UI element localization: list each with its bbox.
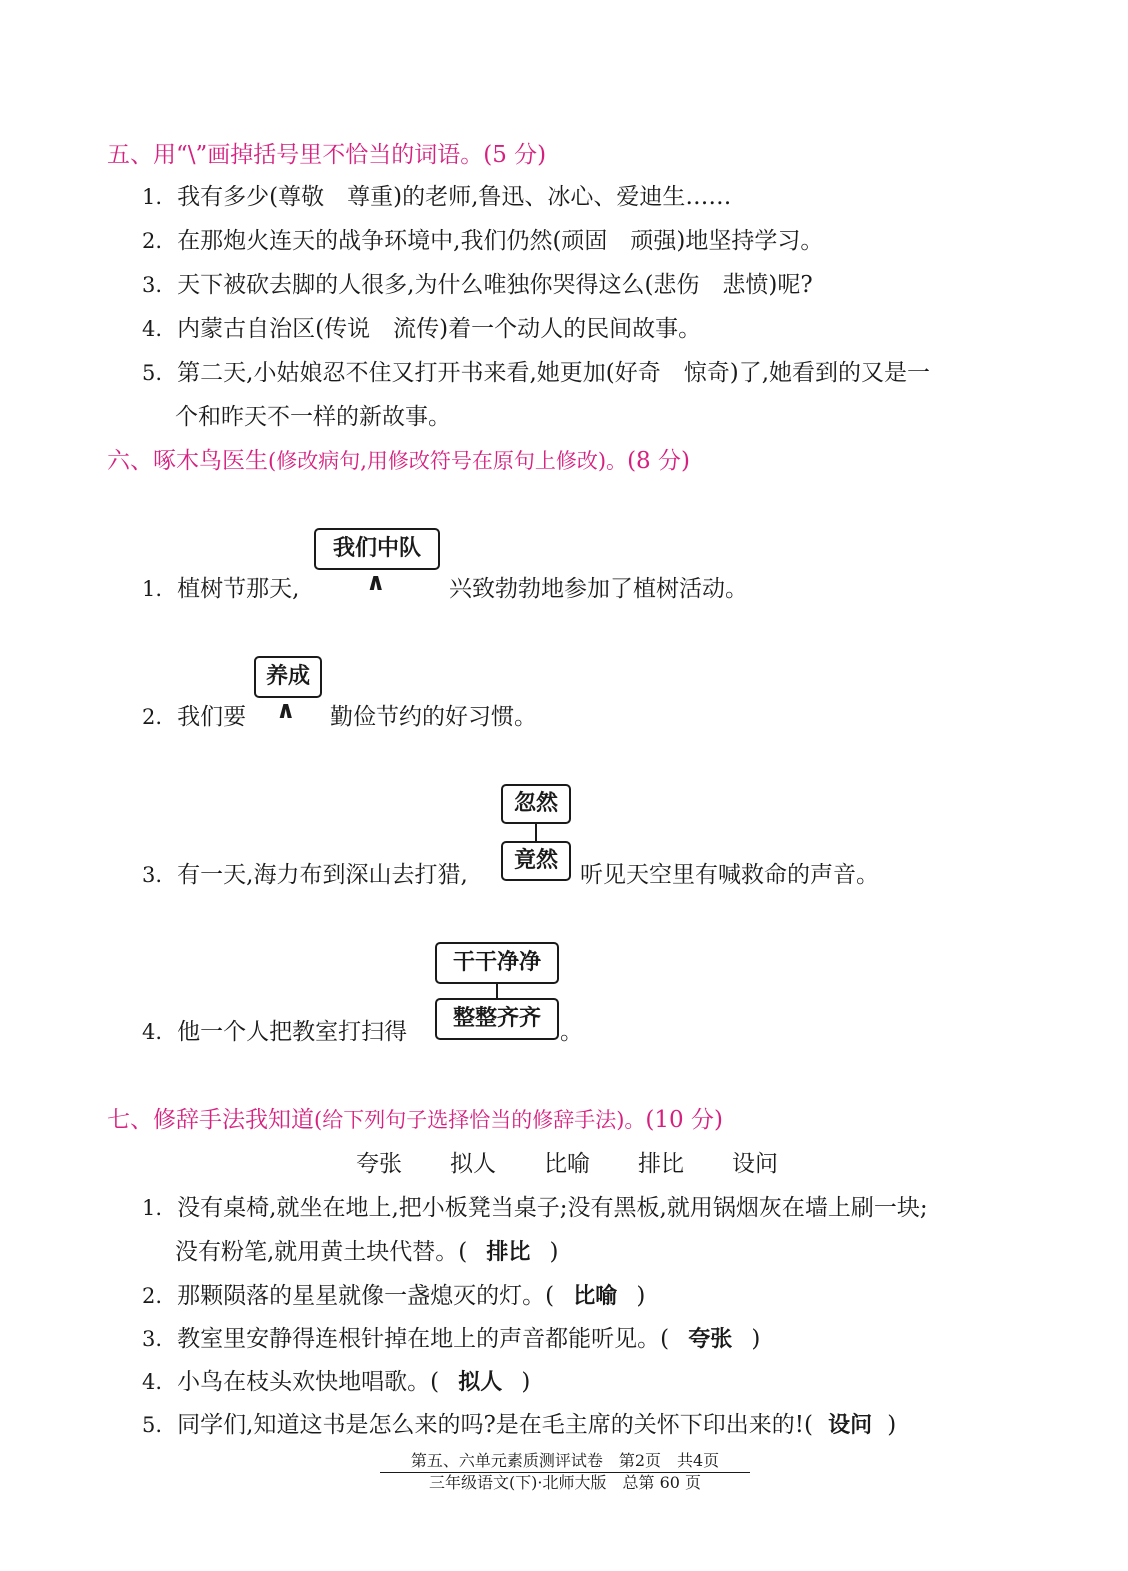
item-continued [175, 1233, 558, 1266]
close-paren: ) [549, 1239, 559, 1265]
item-text: 第二天,小姑娘忍不住又打开书来看,她更加(好奇 惊奇)了,她看到的又是一 [177, 360, 931, 386]
item-number: 4. [142, 1370, 163, 1394]
item-number: 2. [142, 1284, 163, 1308]
rhetoric-options [356, 1145, 826, 1178]
section5-heading [107, 136, 546, 169]
item-text: 天下被砍去脚的人很多,为什么唯独你哭得这么(悲伤 悲愤)呢? [177, 272, 813, 298]
item-text: 小鸟在枝头欢快地唱歌。( [177, 1369, 440, 1395]
item-text: 我有多少(尊敬 尊重)的老师,鲁迅、冰心、爱迪生…… [177, 184, 732, 210]
item-number: 4. [142, 317, 163, 341]
close-paren: ) [636, 1283, 646, 1309]
list-item [142, 856, 468, 889]
list-item [142, 570, 299, 603]
list-item [142, 1013, 407, 1046]
item-text: 教室里安静得连根针掉在地上的声音都能听见。( [177, 1326, 670, 1352]
list-item [142, 1277, 645, 1310]
item-text: 同学们,知道这书是怎么来的吗?是在毛主席的关怀下印出来的!( [177, 1412, 813, 1438]
item-text: 我们要 [177, 704, 247, 730]
item-number: 1. [142, 185, 163, 209]
list-item [142, 266, 813, 299]
list-item [142, 698, 246, 731]
section7-title: 七、修辞手法我知道 [107, 1107, 314, 1133]
item-text-continued: 没有粉笔,就用黄土块代替。( [175, 1239, 468, 1265]
section6-title: 六、啄木鸟医生 [107, 448, 268, 474]
list-item [142, 222, 823, 255]
answer-text: 拟人 [458, 1370, 503, 1395]
item-text: 植树节那天, [177, 576, 300, 602]
item-text: 那颗陨落的星星就像一盏熄灭的灯。( [177, 1283, 555, 1309]
item-text: 在那炮火连天的战争环境中,我们仍然(顽固 顽强)地坚持学习。 [177, 228, 824, 254]
item-number: 3. [142, 273, 163, 297]
item-text: 有一天,海力布到深山去打猎, [177, 862, 468, 888]
section7-heading [107, 1101, 723, 1134]
item-number: 4. [142, 1020, 163, 1044]
item-number: 3. [142, 863, 163, 887]
list-item [142, 1406, 896, 1439]
item-number: 2. [142, 705, 163, 729]
footer-line2: 三年级语文(下)·北师大版 总第 60 页 [428, 1473, 702, 1492]
close-paren: ) [521, 1369, 531, 1395]
item-text-continued: 个和昨天不一样的新故事。 [175, 404, 451, 430]
insert-caret-icon: ∧ [366, 567, 386, 596]
list-item [142, 1320, 760, 1353]
answer-text: 设问 [828, 1413, 873, 1438]
item-number: 2. [142, 229, 163, 253]
answer-text: 排比 [486, 1240, 531, 1265]
item-text-after: 兴致勃勃地参加了植树活动。 [449, 576, 748, 602]
replacement-box: 干干净净 [435, 942, 559, 984]
close-paren: ) [751, 1326, 761, 1352]
replace-connector [535, 824, 537, 842]
option-item: 设问 [732, 1151, 778, 1177]
replacement-box: 忽然 [501, 784, 571, 824]
answer-text: 比喻 [573, 1284, 618, 1309]
option-item: 排比 [638, 1151, 684, 1177]
item-text-after: 勤俭节约的好习惯。 [330, 704, 537, 730]
list-item [142, 310, 701, 343]
item-number: 1. [142, 1196, 163, 1220]
footer-line1: 第五、六单元素质测评试卷 第2页 共4页 [410, 1451, 720, 1470]
item-number: 3. [142, 1327, 163, 1351]
replaced-word-box: 整整齐齐 [435, 998, 559, 1040]
item-number: 1. [142, 577, 163, 601]
replaced-word-box: 竟然 [501, 841, 571, 881]
item-text-after: 听见天空里有喊救命的声音。 [580, 862, 879, 888]
insert-box: 养成 [254, 656, 322, 698]
list-item [142, 1363, 530, 1396]
list-item [142, 178, 731, 211]
option-item: 拟人 [450, 1151, 496, 1177]
insert-caret-icon: ∧ [276, 695, 296, 724]
insert-box: 我们中队 [314, 528, 440, 570]
answer-text: 夸张 [688, 1327, 733, 1352]
item-text-after: 。 [560, 1019, 583, 1045]
list-item [142, 1189, 928, 1222]
section7-note: (给下列句子选择恰当的修辞手法)。 [314, 1108, 646, 1132]
section6-note: (修改病句,用修改符号在原句上修改)。 [268, 449, 628, 473]
item-text: 内蒙古自治区(传说 流传)着一个动人的民间故事。 [177, 316, 702, 342]
item-number: 5. [142, 1413, 163, 1437]
section6-heading [107, 442, 690, 475]
item-text: 没有桌椅,就坐在地上,把小板凳当桌子;没有黑板,就用锅烟灰在墙上刷一块; [177, 1195, 928, 1221]
option-item: 比喻 [544, 1151, 590, 1177]
section6-score: (8 分) [627, 448, 690, 474]
close-paren: ) [887, 1412, 897, 1438]
section5-title: 五、用“\”画掉括号里不恰当的词语。 [107, 142, 484, 168]
item-text: 他一个人把教室打扫得 [177, 1019, 408, 1045]
option-item: 夸张 [356, 1151, 402, 1177]
section7-score: (10 分) [645, 1107, 723, 1133]
list-item [142, 354, 930, 387]
section5-score: (5 分) [483, 142, 547, 168]
item-number: 5. [142, 361, 163, 385]
